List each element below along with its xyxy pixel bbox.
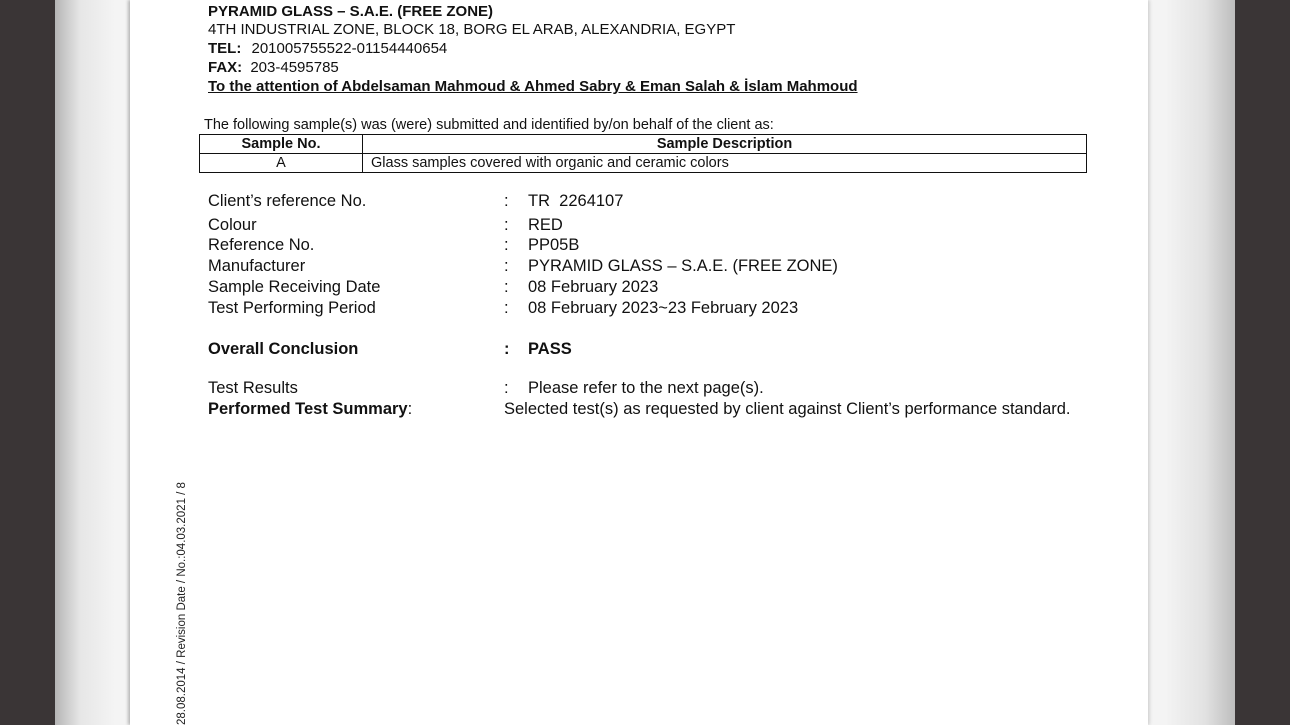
- report-page: [130, 0, 1148, 725]
- detail-colon: :: [504, 216, 509, 234]
- client-tel: [208, 40, 447, 58]
- detail-label-manufacturer: Manufacturer: [208, 257, 306, 275]
- detail-colon: :: [504, 236, 509, 254]
- summary-label: Performed Test Summary: [208, 400, 408, 418]
- results-colon: :: [504, 379, 509, 397]
- header-sample-description: Sample Description: [363, 135, 1087, 154]
- client-address: 4TH INDUSTRIAL ZONE, BLOCK 18, BORG EL ARAB, ALEXANDRIA, EGYPT: [208, 21, 736, 38]
- results-value: Please refer to the next page(s).: [528, 379, 764, 397]
- fax-value: 203-4595785: [250, 59, 339, 76]
- detail-colon: :: [504, 192, 509, 210]
- header-sample-no: Sample No.: [200, 135, 363, 154]
- detail-value-receiving-date: 08 February 2023: [528, 278, 659, 296]
- summary-colon: :: [407, 400, 413, 418]
- revision-side-note: 28.08.2014 / Revision Date / No.:04.03.2021 / 8: [176, 482, 188, 725]
- detail-colon: :: [504, 257, 509, 275]
- client-fax: [208, 59, 339, 77]
- fax-label: FAX:: [208, 59, 243, 76]
- attention-line: To the attention of Abdelsaman Mahmoud & Ahmed Sabry & Eman Salah & İslam Mahmoud: [208, 78, 858, 95]
- summary-value: Selected test(s) as requested by client against Client’s performance standard.: [504, 400, 1071, 418]
- detail-label-receiving-date: Sample Receiving Date: [208, 278, 381, 296]
- detail-label-reference-no: Reference No.: [208, 236, 315, 254]
- summary-line: [208, 399, 412, 419]
- tel-label: TEL:: [208, 40, 242, 57]
- detail-label-colour: Colour: [208, 216, 257, 234]
- table-header-row: [200, 135, 1087, 154]
- detail-value-client-ref: TR 2264107: [528, 192, 624, 210]
- detail-value-reference-no: PP05B: [528, 236, 580, 254]
- samples-table: [199, 134, 1087, 173]
- detail-value-colour: RED: [528, 216, 563, 234]
- samples-intro: The following sample(s) was (were) submitted and identified by/on behalf of the client as:: [204, 117, 774, 133]
- tel-value: 201005755522-01154440654: [251, 40, 448, 57]
- detail-value-manufacturer: PYRAMID GLASS – S.A.E. (FREE ZONE): [528, 257, 838, 275]
- conclusion-colon: :: [504, 340, 510, 358]
- sample-no-cell: A: [200, 154, 363, 173]
- conclusion-value: PASS: [528, 340, 572, 358]
- detail-label-test-period: Test Performing Period: [208, 299, 376, 317]
- detail-colon: :: [504, 299, 509, 317]
- results-label: Test Results: [208, 379, 298, 397]
- detail-value-test-period: 08 February 2023~23 February 2023: [528, 299, 799, 317]
- sample-description-cell: Glass samples covered with organic and ceramic colors: [363, 154, 1087, 173]
- client-name: PYRAMID GLASS – S.A.E. (FREE ZONE): [208, 3, 494, 20]
- conclusion-label: Overall Conclusion: [208, 340, 359, 358]
- table-row: [200, 154, 1087, 173]
- detail-label-client-ref: Client’s reference No.: [208, 192, 367, 210]
- detail-colon: :: [504, 278, 509, 296]
